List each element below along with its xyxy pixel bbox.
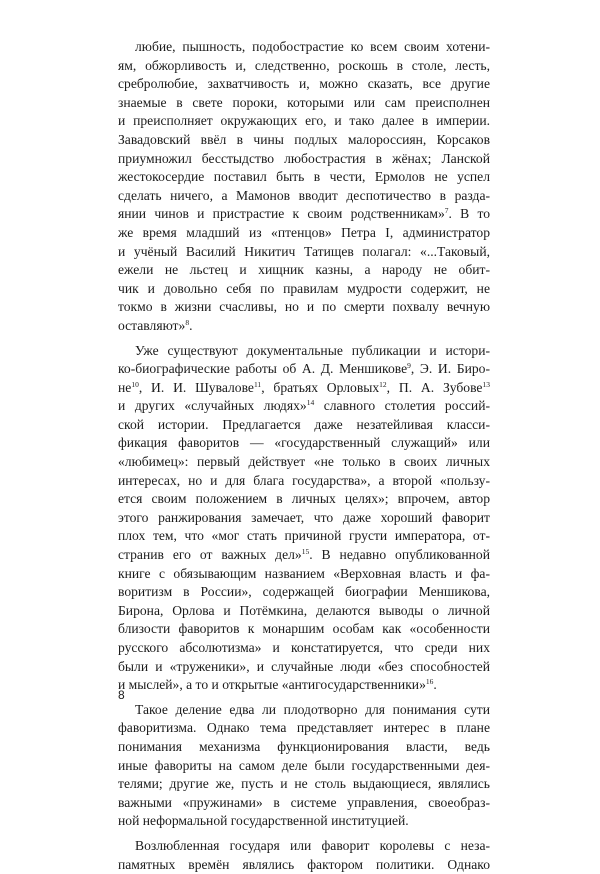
line-text: . xyxy=(433,677,437,693)
line-text: жестокосердие поставил быть в чести, Ермолов не успел xyxy=(118,169,490,185)
text-line xyxy=(118,453,490,472)
text-line xyxy=(118,224,490,243)
text-line xyxy=(118,434,490,453)
line-text: , П. А. Зубове xyxy=(386,379,483,395)
text-line xyxy=(118,342,490,361)
text-line xyxy=(118,360,490,379)
footnote-ref: 16 xyxy=(425,677,434,687)
line-text: понимания механизма функционирования власти, ведь xyxy=(118,738,490,754)
line-text: и мыслей», а то и открытые «антигосударственники» xyxy=(118,677,426,693)
text-line xyxy=(118,112,490,131)
line-text: воритизм в России», содержащей биографии Меншикова, xyxy=(118,584,490,600)
line-text: токмо в жизни счасливы, но и по смерти похвалу вечную xyxy=(118,299,490,315)
line-text: ной неформальной государственной институцией. xyxy=(118,813,409,829)
line-text: же время младший из «птенцов» Петра I, администратор xyxy=(118,224,490,240)
line-text: «любимец»: первый действует «не только в своих личных xyxy=(118,454,490,470)
line-text: близости фаворитов к монаршим особам как «особенности xyxy=(118,621,490,637)
page-body xyxy=(118,38,490,874)
line-text: Уже существуют документальные публикации и истори- xyxy=(135,342,490,358)
line-text: , Э. И. Биро- xyxy=(410,361,490,377)
line-text: интересах, но и для блага государства», а второй «пользу- xyxy=(118,472,490,488)
line-text: памятных времён являлись фактором политики. Однако xyxy=(118,856,490,872)
footnote-ref: 14 xyxy=(306,398,315,408)
text-line xyxy=(118,719,490,738)
line-text: важными «пружинами» в системе управления, своеобраз- xyxy=(118,794,490,810)
footnote-ref: 9 xyxy=(407,361,411,371)
line-text: приумножил бесстыдство любострастия в жёнах; Ланской xyxy=(118,150,490,166)
line-text: ской истории. Предлагается даже незатейливая класси- xyxy=(118,416,490,432)
paragraph xyxy=(118,701,490,831)
text-line xyxy=(118,57,490,76)
line-text: славного столетия россий- xyxy=(314,398,490,414)
line-text: Такое деление едва ли плодотворно для понимания сути xyxy=(135,701,490,717)
text-line xyxy=(118,416,490,435)
footnote-ref: 15 xyxy=(301,547,310,557)
line-text: Возлюбленная государя или фаворит королевы с неза- xyxy=(135,837,490,853)
text-line xyxy=(118,856,490,874)
text-line xyxy=(118,94,490,113)
text-line xyxy=(118,243,490,262)
line-text: знаемые в свете пороки, которыми или сам преисполнен xyxy=(118,94,490,110)
text-line xyxy=(118,472,490,491)
text-line xyxy=(118,317,490,336)
text-line xyxy=(118,38,490,57)
text-line xyxy=(118,676,490,695)
text-line xyxy=(118,527,490,546)
text-line xyxy=(118,794,490,813)
text-line xyxy=(118,583,490,602)
text-line xyxy=(118,775,490,794)
text-line xyxy=(118,620,490,639)
line-text: странив его от важных дел» xyxy=(118,547,302,563)
line-text: ям, обжорливость и, следственно, роскошь в столе, лесть, xyxy=(118,57,490,73)
line-text: ежели не льстец и хищник казны, а народу не обит- xyxy=(118,262,490,278)
line-text: , братьях Орловых xyxy=(261,379,380,395)
footnote-ref: 13 xyxy=(482,379,490,389)
page-number: 8 xyxy=(118,688,125,702)
text-line xyxy=(118,812,490,831)
text-line xyxy=(118,546,490,565)
text-line xyxy=(118,602,490,621)
paragraph xyxy=(118,342,490,695)
line-text: любие, пышность, подобострастие ко всем своим хотени- xyxy=(135,39,490,54)
text-line xyxy=(118,187,490,206)
text-line xyxy=(118,280,490,299)
line-text: ко-биографические работы об А. Д. Меншикове xyxy=(118,361,408,377)
line-text: и учёный Василий Никитич Татищев полагал: «...Таковый, xyxy=(118,243,490,259)
line-text: фаворитизма. Однако тема представляет интерес в плане xyxy=(118,720,490,736)
text-line xyxy=(118,658,490,677)
text-line xyxy=(118,397,490,416)
text-line xyxy=(118,701,490,720)
line-text: . xyxy=(189,317,193,333)
line-text: . В то xyxy=(448,206,491,222)
line-text: Завадовский ввёл в чины подлых малороссиян, Корсаков xyxy=(118,131,490,147)
text-line xyxy=(118,75,490,94)
footnote-ref: 7 xyxy=(444,206,449,216)
footnote-ref: 8 xyxy=(185,317,190,327)
line-text: сребролюбие, захватчивость и, можно сказать, все другие xyxy=(118,76,490,92)
text-line xyxy=(118,738,490,757)
text-line xyxy=(118,837,490,856)
text-line xyxy=(118,509,490,528)
text-line xyxy=(118,205,490,224)
footnote-ref: 11 xyxy=(253,379,262,389)
text-line xyxy=(118,131,490,150)
text-line xyxy=(118,639,490,658)
line-text: телями; другие же, пусть и не столь выдающиеся, являлись xyxy=(118,776,490,792)
line-text: , И. И. Шувалове xyxy=(138,379,254,395)
text-line xyxy=(118,150,490,169)
line-text: плох тем, что «мог стать причиной грусти императора, от- xyxy=(118,528,490,544)
text-line xyxy=(118,298,490,317)
line-text: не xyxy=(118,379,132,395)
line-text: иные фавориты на самом деле были государственными дея- xyxy=(118,757,490,773)
line-text: янии чинов и пристрастие к своим родственникам» xyxy=(118,206,445,222)
line-text: были и «труженики», и случайные люди «без способностей xyxy=(118,658,490,674)
line-text: и других «случайных людях» xyxy=(118,398,307,414)
paragraph xyxy=(118,38,490,336)
line-text: сделать ничего, а Мамонов вводит деспотичество в разда- xyxy=(118,187,490,203)
line-text: Бирона, Орлова и Потёмкина, делаются выводы о личной xyxy=(118,602,490,618)
line-text: этого ранжирования замечает, что даже хороший фаворит xyxy=(118,509,490,525)
line-text: и преисполняет окружающих его, и тако далее в империи. xyxy=(118,113,490,129)
line-text: оставляют» xyxy=(118,317,186,333)
line-text: . В недавно опубликованной xyxy=(309,547,490,563)
footnote-ref: 12 xyxy=(379,379,387,389)
paragraph xyxy=(118,837,490,874)
line-text: фикация фаворитов — «государственный служащий» или xyxy=(118,435,490,451)
line-text: ется своим положением в личных целях»; впрочем, автор xyxy=(118,491,490,507)
line-text: чик и довольно себя по правилам мудрости содержит, не xyxy=(118,280,490,296)
text-line xyxy=(118,379,490,398)
footnote-ref: 10 xyxy=(131,379,139,389)
text-line xyxy=(118,168,490,187)
text-line xyxy=(118,490,490,509)
text-line xyxy=(118,757,490,776)
text-line xyxy=(118,565,490,584)
text-line xyxy=(118,261,490,280)
line-text: русского абсолютизма» и констатируется, что среди них xyxy=(118,640,490,655)
line-text: книге с обязывающим названием «Верховная власть и фа- xyxy=(118,565,490,581)
